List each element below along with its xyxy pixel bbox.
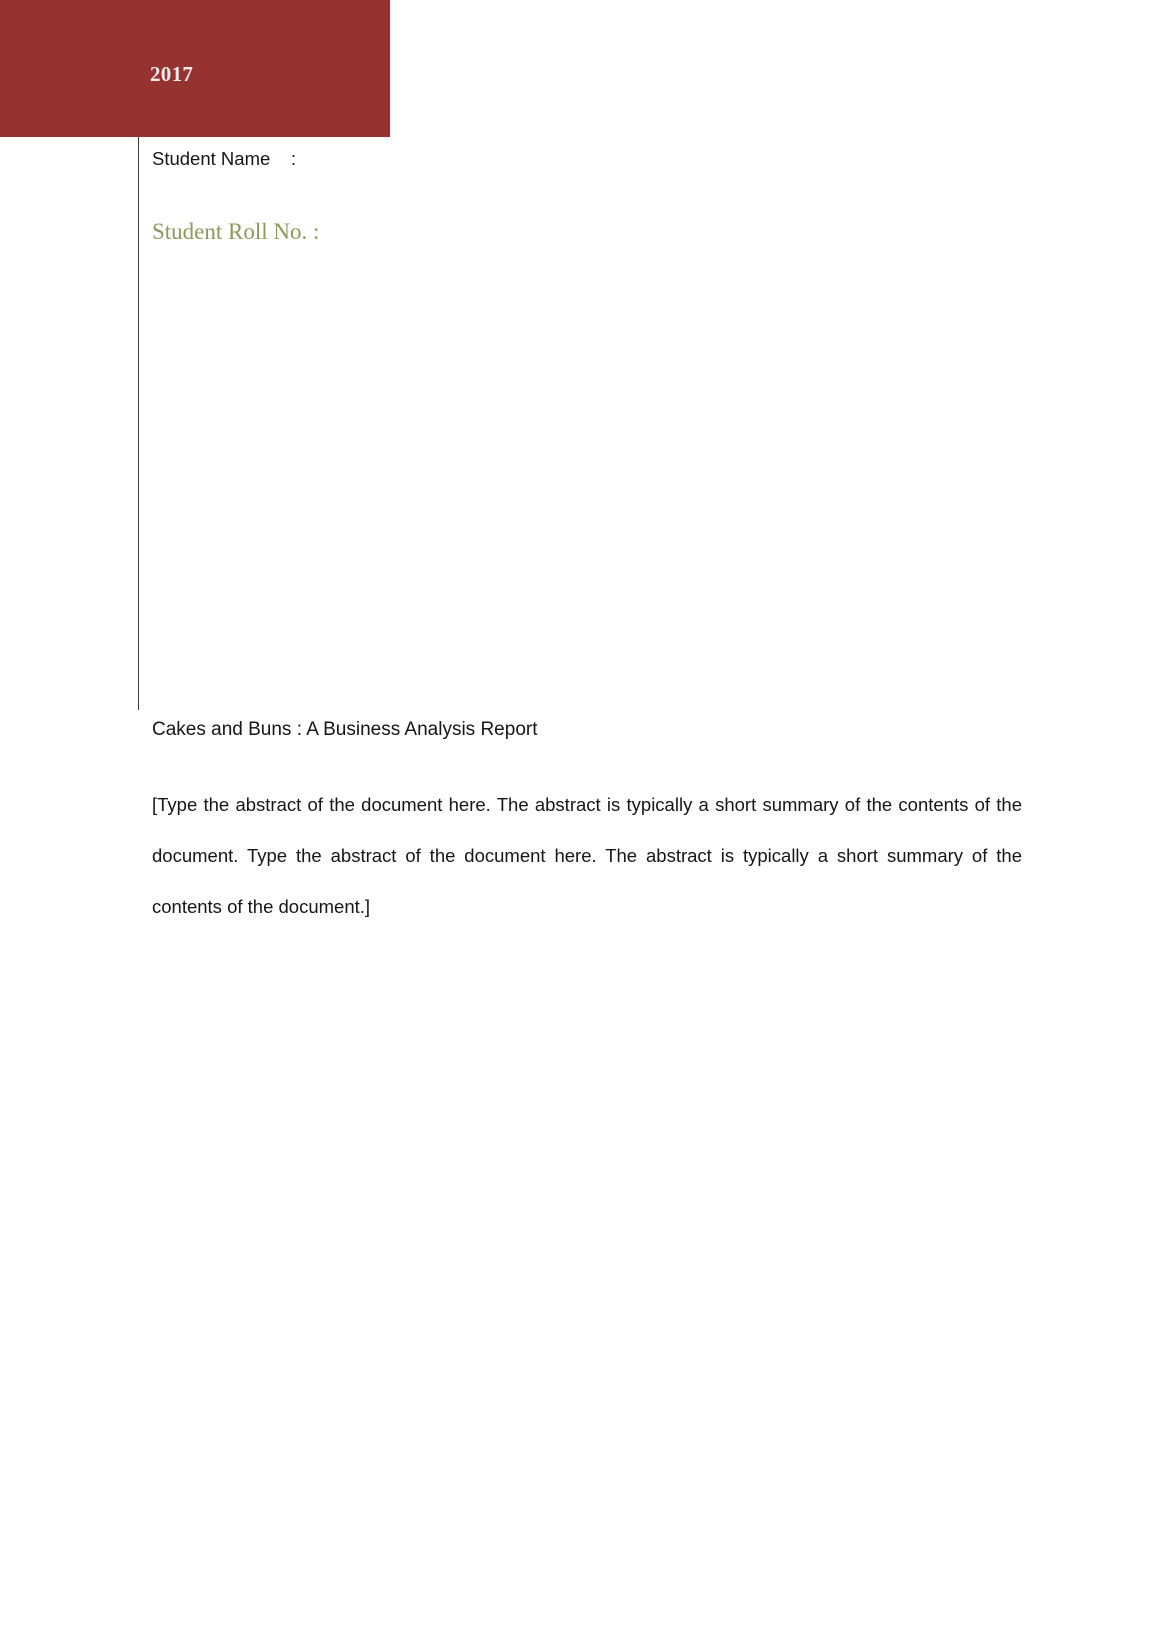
cover-year: 2017 — [150, 62, 194, 86]
student-roll-label: Student Roll No. : — [152, 219, 320, 245]
cover-banner-band — [0, 0, 390, 137]
cover-fields — [152, 137, 1032, 246]
document-abstract: [Type the abstract of the document here. The abstract is typically a short summary of the contents of the document. Type the abstract of the document here. The abstract is typically a short summary of the contents of the document.] — [152, 794, 1022, 917]
document-title: Cakes and Buns : A Business Analysis Report — [152, 719, 538, 740]
cover-vertical-rule — [138, 137, 139, 710]
student-name-label: Student Name : — [152, 148, 296, 169]
